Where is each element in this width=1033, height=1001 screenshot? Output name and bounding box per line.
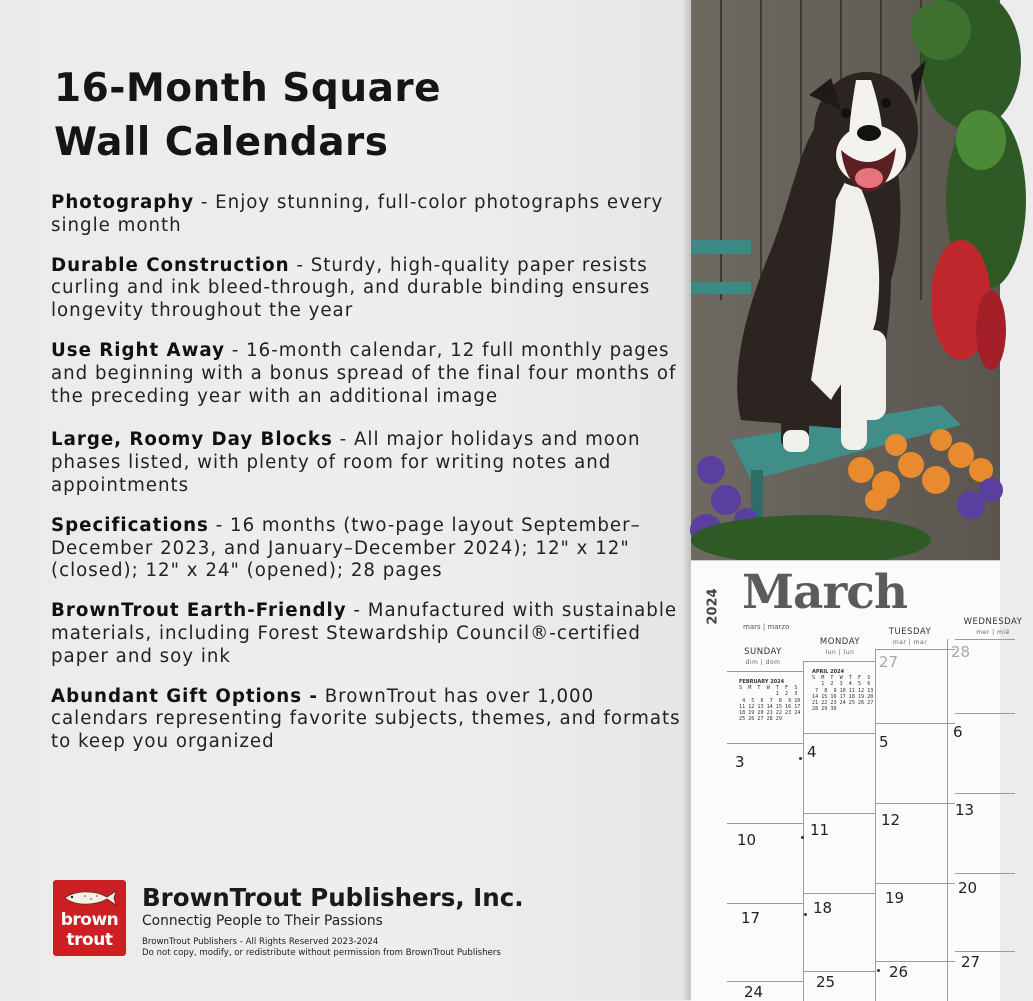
day-sub: mer | mié	[976, 629, 1010, 636]
feature-body: - 16-month calendar, 12 full monthly pages and beginning with a bonus spread of the final four months of the preceding year with an additional image	[51, 339, 677, 407]
month-title: March	[742, 565, 908, 620]
trout-icon	[61, 888, 118, 908]
feature-body: - 16 months (two-page layout September–December 2023, and January–December 2024); 12" x 12" (closed); 12" x 24" (opened); 28 pages	[51, 514, 641, 582]
grid-line	[955, 951, 1015, 952]
grid-line	[875, 961, 955, 962]
day-header-wednesday	[953, 617, 1033, 636]
mini-row: 25 26 27 28 29	[739, 716, 782, 723]
day-name: SUNDAY	[744, 647, 782, 657]
date-cell: 27	[879, 653, 899, 671]
mini-row: 1 2 3 4 5 6	[812, 681, 871, 688]
feature-title: Photography	[51, 192, 195, 213]
feature-specifications	[51, 515, 681, 583]
feature-body: - Sturdy, high-quality paper resists curling and ink bleed-through, and durable binding ensures longevity throughout the year	[51, 254, 651, 322]
mini-row: 18 19 20 21 22 23 24	[739, 710, 801, 717]
feature-title: Durable Construction	[51, 254, 290, 276]
feature-body: BrownTrout has over 1,000 calendars representing favorite subjects, themes, and formats to keep you organized	[51, 685, 681, 753]
grid-line	[803, 813, 875, 814]
date-cell: 27	[961, 953, 981, 971]
date-cell: 10	[737, 831, 757, 849]
mini-row: 28 29 30	[812, 706, 837, 713]
date-cell: 28	[951, 643, 971, 661]
moon-phase-icon	[801, 836, 804, 839]
date-cell: 4	[807, 743, 817, 761]
grid-line	[875, 803, 955, 804]
date-cell: 5	[879, 733, 889, 751]
grid-line	[947, 639, 948, 1001]
feature-body: - Enjoy stunning, full-color photographs every single month	[51, 192, 664, 236]
feature-photography	[51, 192, 681, 238]
mini-calendar-title: APRIL 2024	[812, 669, 845, 675]
day-sub: dim | dom	[745, 659, 781, 666]
grid-line	[875, 649, 876, 1001]
calendar-year	[705, 583, 727, 629]
grid-line	[955, 793, 1015, 794]
date-cell: 24	[744, 983, 764, 1001]
date-cell: 13	[955, 801, 975, 819]
calendar-photo	[691, 0, 1000, 560]
mini-calendar-february	[739, 679, 800, 722]
date-cell: 20	[958, 879, 978, 897]
grid-line	[803, 971, 875, 972]
grid-line	[727, 981, 803, 982]
date-cell: 11	[810, 821, 830, 839]
mini-row: 21 22 23 24 25 26 27	[812, 700, 874, 707]
grid-line	[955, 639, 1015, 640]
grid-line	[875, 883, 955, 884]
mini-row: S M T W T F S	[739, 685, 798, 692]
date-cell: 26	[889, 963, 909, 981]
grid-line	[727, 903, 803, 904]
feature-list	[51, 192, 681, 771]
mini-row: 11 12 13 14 15 16 17	[739, 703, 801, 710]
grid-line	[727, 671, 803, 672]
feature-title: Use Right Away	[51, 339, 225, 361]
feature-durable-construction	[51, 255, 681, 323]
grid-line	[803, 661, 804, 1001]
grid-line	[955, 873, 1015, 874]
date-cell: 12	[881, 811, 901, 829]
mini-row: S M T W T F S	[812, 675, 871, 682]
mini-row: 7 8 9 10 11 12 13	[812, 687, 874, 694]
date-cell: 19	[885, 889, 905, 907]
feature-title: Large, Roomy Day Blocks	[51, 429, 333, 451]
headline	[54, 62, 441, 170]
headline-line-2: Wall Calendars	[54, 120, 389, 165]
mini-calendar-april	[812, 669, 873, 712]
mini-calendar-title: FEBRUARY 2024	[739, 679, 785, 685]
day-name: WEDNESDAY	[963, 617, 1023, 627]
logo-text-trout: trout	[66, 930, 113, 950]
copyright-notice: BrownTrout Publishers - All Rights Reserved 2023-2024	[142, 937, 379, 947]
feature-body: - All major holidays and moon phases listed, with plenty of room for writing notes and appointments	[51, 429, 641, 496]
year-label: 2024	[705, 588, 721, 625]
day-name: TUESDAY	[888, 627, 932, 637]
day-header-sunday	[723, 647, 803, 666]
date-cell: 17	[741, 909, 761, 927]
date-cell: 18	[813, 899, 833, 917]
grid-line	[803, 661, 875, 662]
grid-line	[875, 649, 955, 650]
grid-line	[955, 713, 1015, 714]
day-header-monday	[801, 637, 879, 656]
moon-phase-icon	[799, 757, 802, 760]
dog-photo-illustration	[691, 0, 1000, 560]
day-name: MONDAY	[819, 637, 861, 647]
feature-body: - Manufactured with sustainable materials, including Forest Stewardship Council®-certified paper and soy ink	[51, 600, 678, 667]
mini-row: 14 15 16 17 18 19 20	[812, 693, 874, 700]
calendar-grid-page	[691, 560, 1023, 1001]
day-header-tuesday	[871, 627, 949, 646]
grid-line	[875, 723, 955, 724]
tagline: Connectig People to Their Passions	[142, 913, 383, 929]
feature-title: Specifications	[51, 514, 209, 536]
moon-phase-icon	[877, 969, 880, 972]
company-name: BrownTrout Publishers, Inc.	[142, 883, 524, 912]
moon-phase-icon	[804, 913, 807, 916]
date-cell: 6	[953, 723, 963, 741]
date-cell: 25	[816, 973, 836, 991]
day-sub: mar | mar	[892, 639, 928, 646]
feature-day-blocks	[51, 429, 681, 497]
usage-notice: Do not copy, modify, or redistribute without permission from BrownTrout Publishers	[142, 948, 501, 958]
feature-title: BrownTrout Earth-Friendly	[51, 600, 347, 622]
mini-row: 4 5 6 7 8 9 10	[739, 697, 801, 704]
logo-text-brown: brown	[60, 910, 119, 930]
day-sub: lun | lun	[825, 649, 855, 656]
feature-gift-options	[51, 686, 681, 754]
mini-row: 1 2 3	[739, 691, 798, 698]
month-translation: mars | marzo	[743, 623, 790, 631]
feature-earth-friendly	[51, 600, 681, 668]
feature-title: Abundant Gift Options -	[51, 685, 318, 707]
grid-line	[727, 743, 803, 744]
date-cell: 3	[735, 753, 745, 771]
publisher-footer	[53, 880, 653, 960]
headline-line-1: 16-Month Square	[54, 66, 442, 111]
grid-line	[803, 893, 875, 894]
feature-use-right-away	[51, 340, 681, 408]
browntrout-logo	[53, 880, 126, 956]
grid-line	[727, 823, 803, 824]
grid-line	[803, 733, 875, 734]
